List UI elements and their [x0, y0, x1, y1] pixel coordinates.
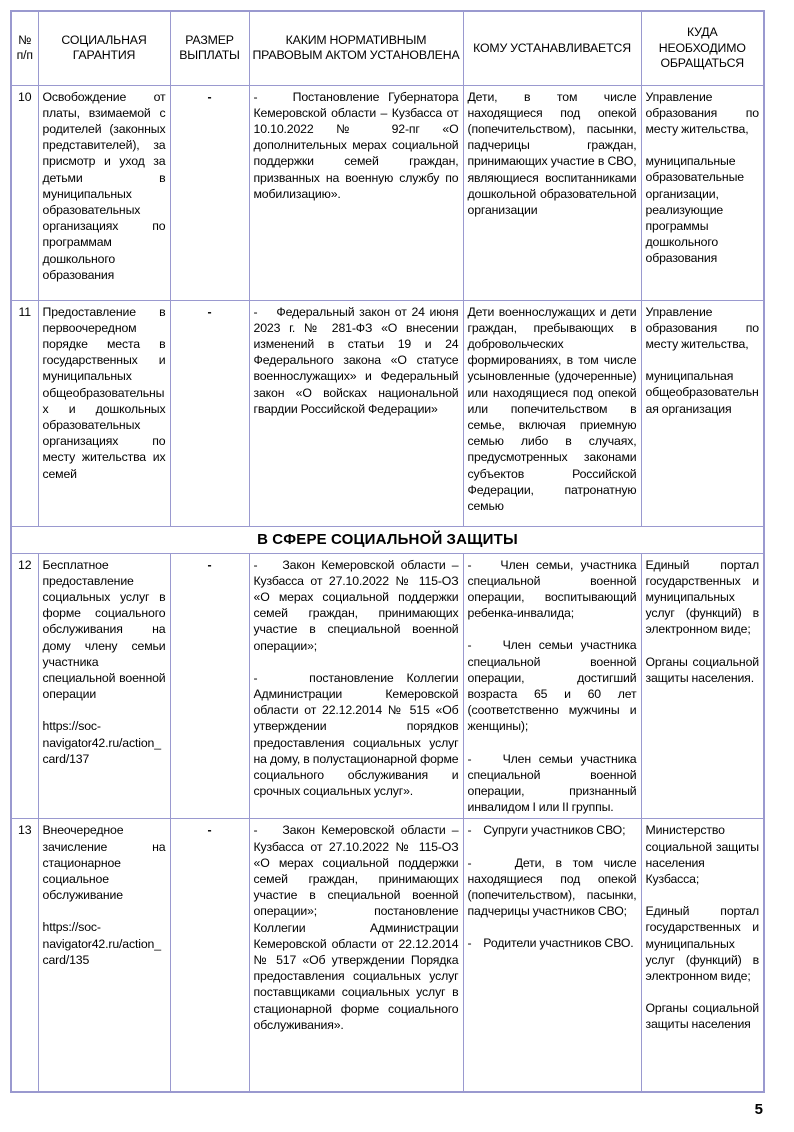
amount-cell: - — [170, 300, 249, 526]
row-number: 12 — [11, 553, 38, 819]
col-header-num: № п/п — [11, 11, 38, 85]
guarantee-cell: Предоставление в первоочередном порядке места в государственных и муниципальных общеобразовательных и дошкольных образовательных организациях по месту жительства их семей — [38, 300, 170, 526]
legal-act-cell: - Закон Кемеровской области – Кузбасса от 27.10.2022 № 115-ОЗ «О мерах социальной поддержки семей граждан, принимающих участие в специальной военной операции»; - постановление Коллегии Администрации Кемеровской области от 22.12.2014 № 515 «Об утверждении порядков предоставления социальных услуг на дому, в полустационарной форме социального обслуживания и срочных социальных услуг». — [249, 553, 463, 819]
page-number: 5 — [754, 1100, 763, 1118]
where-to-apply-cell: Управление образования по месту жительства, муниципальные образовательные организации, реализующие программы дошкольного образования — [641, 85, 764, 300]
recipients-cell: Дети, в том числе находящиеся под опекой (попечительством), пасынки, падчерицы граждан, принимающих участие в СВО, являющиеся воспитанниками дошкольной образовательной организации — [463, 85, 641, 300]
row-number: 13 — [11, 819, 38, 1092]
amount-cell: - — [170, 553, 249, 819]
table-header-row — [11, 11, 764, 85]
social-guarantees-table — [10, 10, 765, 1093]
section-header-row — [11, 526, 764, 553]
amount-cell: - — [170, 85, 249, 300]
guarantee-cell: Внеочередное зачисление на стационарное социальное обслуживание https://soc-navigator42.ru/action_card/135 — [38, 819, 170, 1092]
col-header-guarantee: СОЦИАЛЬНАЯ ГАРАНТИЯ — [38, 11, 170, 85]
where-to-apply-cell: Единый портал государственных и муниципальных услуг (функций) в электронном виде; Органы социальной защиты населения. — [641, 553, 764, 819]
recipients-cell: Дети военнослужащих и дети граждан, пребывающих в добровольческих формированиях, в том числе усыновленные (удочеренные) или находящиеся под опекой или попечительством в семье, включая приемную семью либо в случаях, предусмотренных законами субъектов Российской Федерации, патронатную семью — [463, 300, 641, 526]
table-row-13 — [11, 819, 764, 1092]
table-row-12 — [11, 553, 764, 819]
amount-cell: - — [170, 819, 249, 1092]
recipients-cell: - Член семьи, участника специальной военной операции, воспитывающий ребенка-инвалида; - Член семьи участника специальной военной операции, достигший возраста 65 и 60 лет (соответственно мужчины и женщины); - Член семьи участника специальной военной операции, признанный инвалидом I или II группы. — [463, 553, 641, 819]
where-to-apply-cell: Управление образования по месту жительства, муниципальная общеобразовательная организация — [641, 300, 764, 526]
col-header-where: КУДА НЕОБХОДИМО ОБРАЩАТЬСЯ — [641, 11, 764, 85]
row-number: 10 — [11, 85, 38, 300]
where-to-apply-cell: Министерство социальной защиты населения Кузбасса; Единый портал государственных и муниципальных услуг (функций) в электронном виде; Органы социальной защиты населения — [641, 819, 764, 1092]
guarantee-cell: Освобождение от платы, взимаемой с родителей (законных представителей), за присмотр и уход за детьми в муниципальных образовательных организациях по программам дошкольного образования — [38, 85, 170, 300]
section-header-title: В СФЕРЕ СОЦИАЛЬНОЙ ЗАЩИТЫ — [11, 526, 764, 553]
col-header-amount: РАЗМЕР ВЫПЛАТЫ — [170, 11, 249, 85]
legal-act-cell: - Федеральный закон от 24 июня 2023 г. № 281-ФЗ «О внесении изменений в статьи 19 и 24 Федерального закона «О статусе военнослужащих» и Федеральный закон «О войсках национальной гвардии Российской Федерации» — [249, 300, 463, 526]
row-number: 11 — [11, 300, 38, 526]
guarantee-cell: Бесплатное предоставление социальных услуг в форме социального обслуживания на дому члену семьи участника специальной военной операции https://soc-navigator42.ru/action_card/137 — [38, 553, 170, 819]
recipients-cell: - Супруги участников СВО; - Дети, в том числе находящиеся под опекой (попечительством), пасынки, падчерицы участников СВО; - Родители участников СВО. — [463, 819, 641, 1092]
table-row-11 — [11, 300, 764, 526]
document-page — [0, 10, 794, 1132]
col-header-act: КАКИМ НОРМАТИВНЫМ ПРАВОВЫМ АКТОМ УСТАНОВЛЕНА — [249, 11, 463, 85]
table-row-10 — [11, 85, 764, 300]
legal-act-cell: - Постановление Губернатора Кемеровской области – Кузбасса от 10.10.2022 № 92-пг «О дополнительных мерах социальной поддержки семей граждан, призванных на военную службу по мобилизацию». — [249, 85, 463, 300]
legal-act-cell: - Закон Кемеровской области – Кузбасса от 27.10.2022 № 115-ОЗ «О мерах социальной поддержки семей граждан, принимающих участие в специальной военной операции»; постановление Коллегии Администрации Кемеровской области от 22.12.2014 № 517 «Об утверждении Порядка предоставления социальных услуг поставщиками социальных услуг в стационарной форме социального обслуживания». — [249, 819, 463, 1092]
col-header-recipients: КОМУ УСТАНАВЛИВАЕТСЯ — [463, 11, 641, 85]
